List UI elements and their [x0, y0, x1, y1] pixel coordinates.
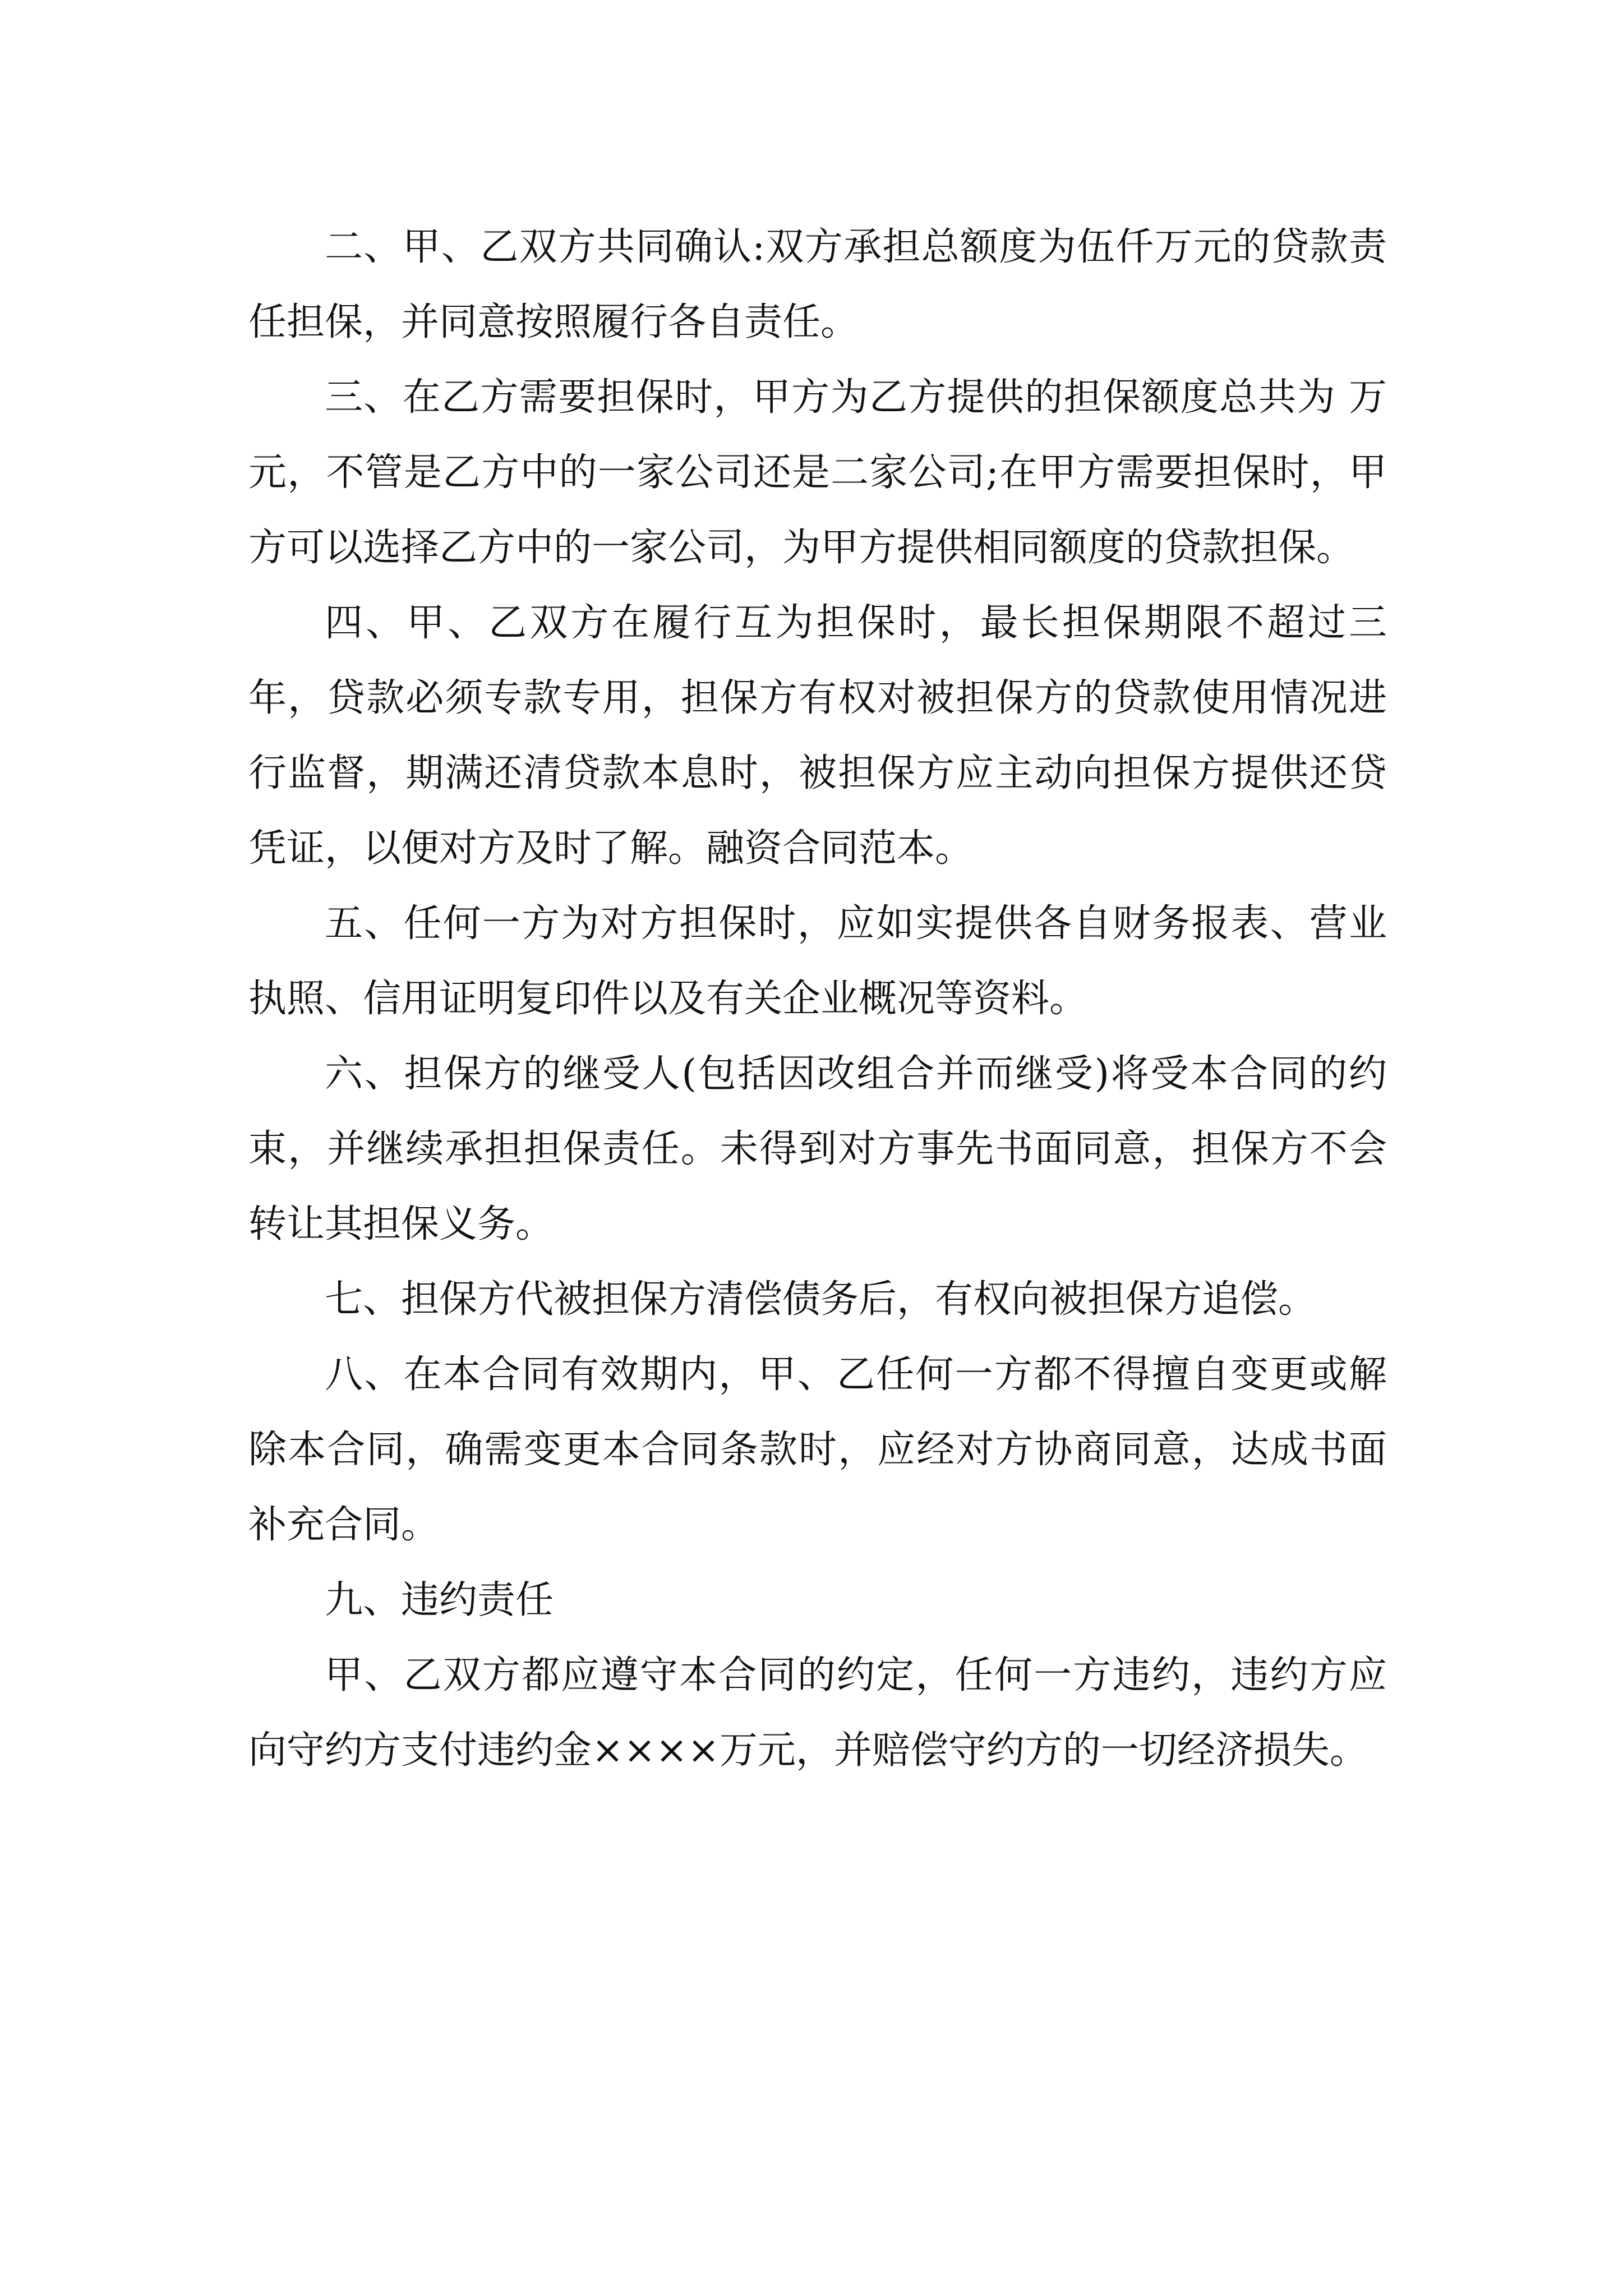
- clause-9-heading: 九、违约责任: [325, 1578, 554, 1622]
- clause-4: 四、甲、乙双方在履行互为担保时，最长担保期限不超过三年，贷款必须专款专用，担保方有权对被担保方的贷款使用情况进行监督，期满还清贷款本息时，被担保方应主动向担保方提供还贷凭证，以便对方及时了解。融资合同范本。: [248, 601, 1387, 871]
- clause-9-body: 甲、乙双方都应遵守本合同的约定，任何一方违约，违约方应向守约方支付违约金××××万元，并赔偿守约方的一切经济损失。: [248, 1653, 1387, 1773]
- clause-8: 八、在本合同有效期内，甲、乙任何一方都不得擅自变更或解除本合同，确需变更本合同条款时，应经对方协商同意，达成书面补充合同。: [248, 1352, 1387, 1547]
- clause-2: 二、甲、乙双方共同确认:双方承担总额度为伍仟万元的贷款责任担保，并同意按照履行各自责任。: [248, 225, 1387, 344]
- clause-3: 三、在乙方需要担保时，甲方为乙方提供的担保额度总共为 万元，不管是乙方中的一家公司还是二家公司;在甲方需要担保时，甲方可以选择乙方中的一家公司，为甲方提供相同额度的贷款担保。: [248, 375, 1387, 570]
- clause-5: 五、任何一方为对方担保时，应如实提供各自财务报表、营业执照、信用证明复印件以及有关企业概况等资料。: [248, 901, 1387, 1021]
- document-body: [248, 210, 1387, 1788]
- clause-6: 六、担保方的继受人(包括因改组合并而继受)将受本合同的约束，并继续承担担保责任。未得到对方事先书面同意，担保方不会转让其担保义务。: [248, 1052, 1387, 1246]
- clause-7: 七、担保方代被担保方清偿债务后，有权向被担保方追偿。: [325, 1277, 1317, 1322]
